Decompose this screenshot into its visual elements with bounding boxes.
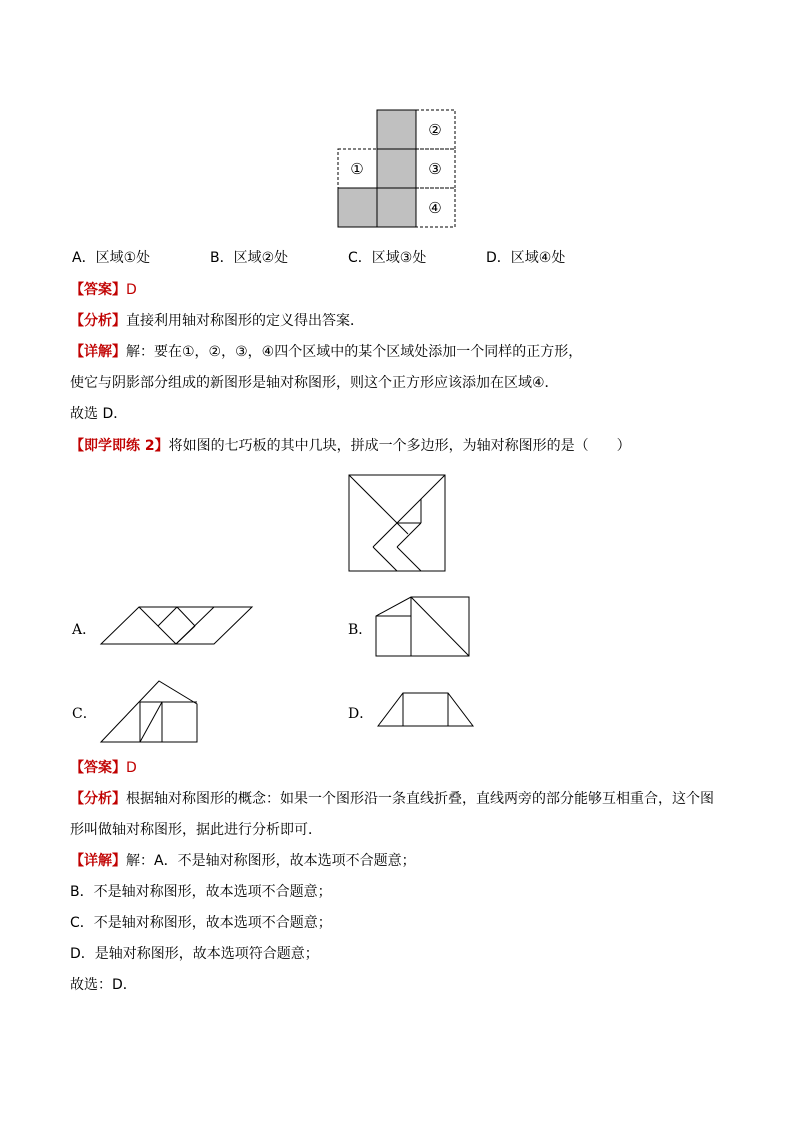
q1-option-a: A．区域①处 bbox=[72, 250, 151, 266]
detail-tag: 【详解】 bbox=[70, 853, 126, 869]
q2-option-b-figure bbox=[375, 596, 471, 658]
tangram-figure bbox=[348, 474, 446, 572]
q1-detail bbox=[70, 343, 582, 361]
q2-option-a-figure bbox=[100, 606, 254, 646]
shaded-square bbox=[338, 188, 377, 227]
analysis-text: 根据轴对称图形的概念：如果一个图形沿一条直线折叠，直线两旁的部分能够互相重合，这个图 bbox=[126, 791, 714, 807]
answer-tag: 【答案】 bbox=[70, 760, 126, 776]
detail-text: 解：A．不是轴对称图形，故本选项不合题意； bbox=[126, 853, 416, 869]
region-4-label: ④ bbox=[428, 199, 442, 217]
q2-tag: 【即学即练 2】 bbox=[70, 438, 169, 454]
shaded-square bbox=[377, 149, 416, 188]
analysis-tag: 【分析】 bbox=[70, 791, 126, 807]
detail-text: 解：要在①，②，③，④四个区域中的某个区域处添加一个同样的正方形， bbox=[126, 344, 583, 360]
shaded-square bbox=[377, 110, 416, 149]
q1-detail-line2: 使它与阴影部分组成的新图形是轴对称图形，则这个正方形应该添加在区域④． bbox=[70, 375, 559, 391]
q2-text: 将如图的七巧板的其中几块，拼成一个多边形，为轴对称图形的是（ ） bbox=[168, 438, 631, 454]
region-3-label: ③ bbox=[428, 160, 442, 178]
q2-detail-line5: 故选：D． bbox=[70, 977, 137, 993]
q1-analysis bbox=[70, 312, 364, 330]
q2-option-a-label: A． bbox=[72, 622, 97, 638]
q2-question bbox=[70, 437, 631, 455]
analysis-tag: 【分析】 bbox=[70, 313, 126, 329]
q2-option-d-figure bbox=[377, 692, 477, 728]
q2-analysis-line2: 形叫做轴对称图形，据此进行分析即可． bbox=[70, 822, 322, 838]
region-1-label: ① bbox=[350, 160, 364, 178]
q2-option-c-label: C． bbox=[72, 706, 97, 722]
q1-option-d: D．区域④处 bbox=[486, 250, 566, 266]
q2-option-c-figure bbox=[100, 680, 200, 744]
answer-text: D bbox=[126, 760, 137, 776]
q1-option-c: C．区域③处 bbox=[348, 250, 427, 266]
q2-option-d-label: D． bbox=[348, 706, 374, 722]
q2-detail bbox=[70, 852, 416, 870]
answer-tag: 【答案】 bbox=[70, 282, 126, 298]
q2-detail-line2: B．不是轴对称图形，故本选项不合题意； bbox=[70, 884, 332, 900]
q1-option-b: B．区域②处 bbox=[210, 250, 289, 266]
q2-detail-line4: D．是轴对称图形，故本选项符合题意； bbox=[70, 946, 319, 962]
detail-tag: 【详解】 bbox=[70, 344, 126, 360]
q2-analysis bbox=[70, 790, 714, 808]
answer-text: D bbox=[126, 282, 137, 298]
q2-option-b-label: B． bbox=[348, 622, 373, 638]
q2-answer bbox=[70, 759, 137, 777]
region-figure bbox=[336, 108, 460, 230]
region-2-label: ② bbox=[428, 121, 442, 139]
q2-detail-line3: C．不是轴对称图形，故本选项不合题意； bbox=[70, 915, 332, 931]
q1-answer bbox=[70, 281, 137, 299]
shaded-square bbox=[377, 188, 416, 227]
q1-detail-line3: 故选 D． bbox=[70, 406, 128, 422]
analysis-text: 直接利用轴对称图形的定义得出答案． bbox=[126, 313, 364, 329]
